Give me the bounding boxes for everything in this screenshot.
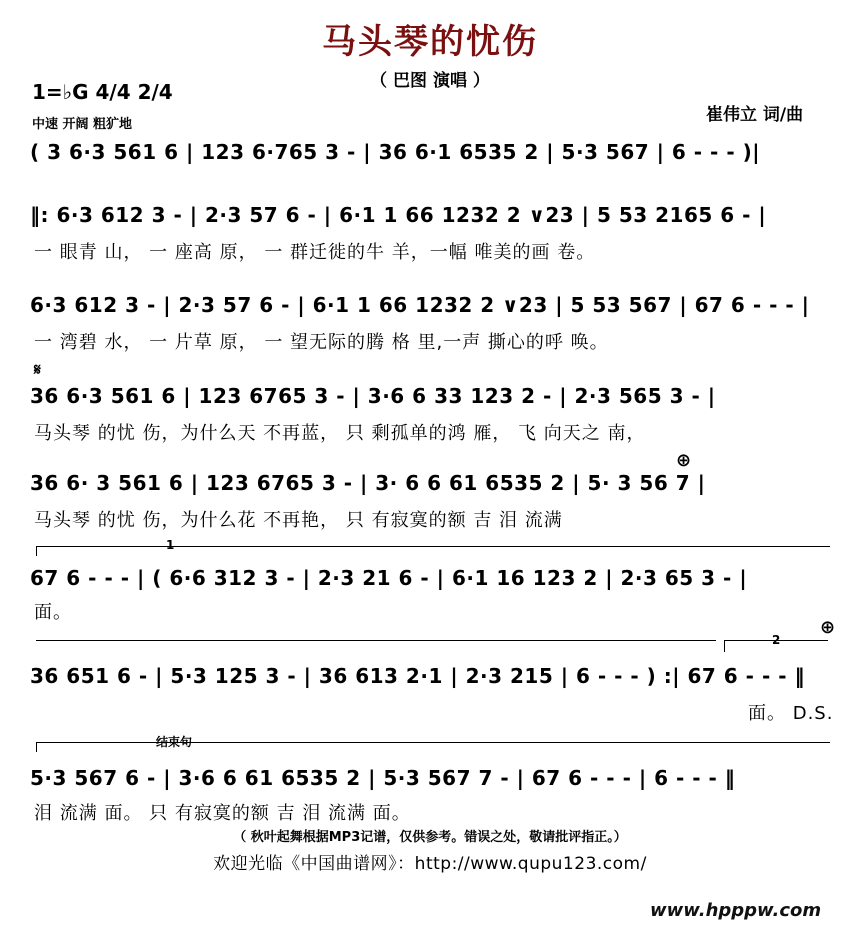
key-signature: 1=♭G 4/4 2/4 [32, 80, 173, 104]
score-line-8: 5·3 567 6 - | 3·6 6 61 6535 2 | 5·3 567 7 - | 67 6 - - - | 6 - - - ‖ [30, 766, 736, 790]
lyric-line-8: 泪 流满 面。 只 有寂寞的额 吉 泪 流满 面。 [34, 803, 411, 824]
lyric-line-6: 面。 [34, 602, 72, 623]
ending-bracket-left [36, 742, 37, 752]
volta-2-bracket-left [724, 640, 725, 652]
site-welcome: 欢迎光临《中国曲谱网》：http://www.qupu123.com/ [213, 854, 647, 874]
ending-label: 结束句 [156, 735, 193, 749]
score-line-6: 67 6 - - - | ( 6·6 312 3 - | 2·3 21 6 - | 6·1 16 123 2 | 2·3 65 3 - | [30, 566, 748, 590]
score-line-7: 36 651 6 - | 5·3 125 3 - | 36 613 2·1 | 2·3 215 | 6 - - - ) :| 67 6 - - - ‖ [30, 664, 805, 688]
volta-1-bracket-continued [36, 640, 716, 641]
lyric-line-5: 马头琴 的忧 伤，为什么花 不再艳， 只 有寂寞的额 吉 泪 流满 [34, 510, 563, 531]
score-line-2: ‖: 6·3 612 3 - | 2·3 57 6 - | 6·1 1 66 1232 2 ∨23 | 5 53 2165 6 - | [30, 203, 767, 227]
score-line-1: ( 3 6·3 561 6 | 123 6·765 3 - | 36 6·1 6535 2 | 5·3 567 | 6 - - - )| [30, 140, 761, 164]
lyric-line-4: 马头琴 的忧 伤，为什么天 不再蓝， 只 剩孤单的鸿 雁， 飞 向天之 南， [34, 423, 646, 444]
lyric-line-7: 面。 D.S. [748, 703, 834, 724]
segno-icon: 𝄋 [34, 360, 41, 379]
volta-1-bracket [36, 546, 830, 547]
volta-1-bracket-left [36, 546, 37, 556]
lyric-line-2: 一 眼青 山， 一 座高 原， 一 群迁徙的牛 羊，一幅 唯美的画 卷。 [34, 242, 596, 263]
volta-2-number: 2 [772, 633, 781, 647]
coda-icon: ⊕ [820, 617, 836, 638]
song-title: 马头琴的忧伤 [322, 22, 538, 62]
watermark: www.hpppw.com [650, 900, 822, 921]
lyric-line-3: 一 湾碧 水， 一 片草 原， 一 望无际的腾 格 里,一声 撕心的呼 唤。 [34, 332, 609, 353]
score-line-4: 36 6·3 561 6 | 123 6765 3 - | 3·6 6 33 123 2 - | 2·3 565 3 - | [30, 384, 716, 408]
volta-1-number: 1 [166, 538, 175, 552]
singer-credit: （ 巴图 演唱 ） [370, 71, 490, 91]
score-line-3: 6·3 612 3 - | 2·3 57 6 - | 6·1 1 66 1232 2 ∨23 | 5 53 567 | 67 6 - - - | [30, 293, 810, 317]
tempo-marking: 中速 开阔 粗犷地 [32, 117, 133, 132]
transcription-note: （ 秋叶起舞根据MP3记谱，仅供参考。错误之处，敬请批评指正。） [233, 830, 627, 845]
composer-credit: 崔伟立 词/曲 [706, 105, 804, 125]
coda-icon: ⊕ [676, 450, 692, 471]
score-line-5: 36 6· 3 561 6 | 123 6765 3 - | 3· 6 6 61 6535 2 | 5· 3 56 7 | [30, 471, 706, 495]
